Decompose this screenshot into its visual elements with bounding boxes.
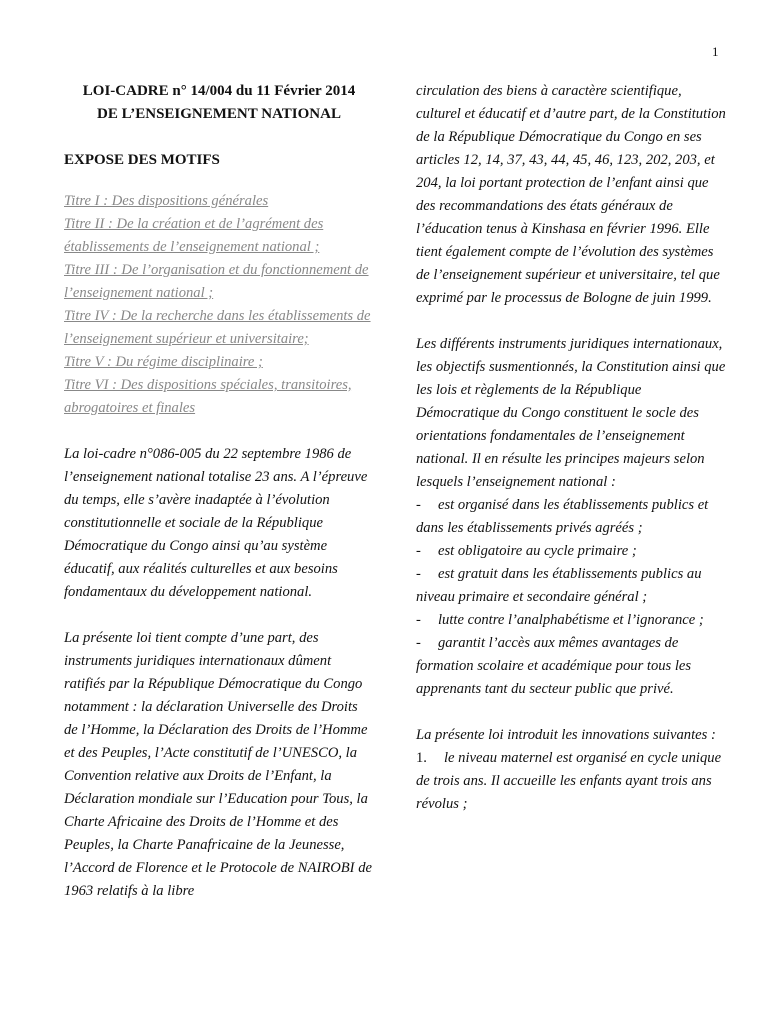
- innovations-list: [416, 747, 726, 816]
- list-item: - est gratuit dans les établissements publics au niveau primaire et secondaire général ;: [416, 566, 702, 605]
- toc-item-titre-1[interactable]: Titre I : Des dispositions générales: [64, 193, 269, 209]
- toc-item-titre-3[interactable]: Titre III : De l’organisation et du fonctionnement de l’enseignement national ;: [64, 262, 369, 301]
- table-of-contents: [64, 190, 374, 420]
- toc-item-titre-5[interactable]: Titre V : Du régime disciplinaire ;: [64, 354, 263, 370]
- list-item: 1. le niveau maternel est organisé en cycle unique de trois ans. Il accueille les enfants ayant trois ans révolus ;: [416, 750, 722, 812]
- toc-item-titre-2[interactable]: Titre II : De la création et de l’agrément des établissements de l’enseignement national ;: [64, 216, 324, 255]
- list-item: - garantit l’accès aux mêmes avantages de formation scolaire et académique pour tous les apprenants tant du secteur public que privé.: [416, 635, 692, 697]
- left-column: [64, 80, 374, 903]
- list-item: - lutte contre l’analphabétisme et l’ignorance ;: [416, 612, 704, 628]
- page-number: 1: [712, 44, 719, 59]
- list-item: - est organisé dans les établissements publics et dans les établissements privés agréés ;: [416, 497, 709, 536]
- right-column: [416, 80, 726, 816]
- paragraph-instruments-juridiques: La présente loi tient compte d’une part, des instruments juridiques internationaux dûment ratifiés par la République Démocratique du Congo notamment : la déclaration Universelle des Droits de l’Homme, la Déclaration des Droits de l’Homme et des Peuples, l’Acte constitutif de l’UNESCO, la Convention relative aux Droits de l’Enfant, la Déclaration mondiale sur l’Education pour Tous, la Charte Africaine des Droits de l’Homme et des Peuples, la Charte Panafricaine de la Jeunesse, l’Accord de Florence et le Protocole de NAIROBI de 1963 relatifs à la libre: [64, 630, 372, 899]
- paragraph-innovations: La présente loi introduit les innovations suivantes :: [416, 727, 716, 743]
- paragraph-principes: Les différents instruments juridiques internationaux, les objectifs susmentionnés, la Constitution ainsi que les lois et règlements de la République Démocratique du Congo constituent le socle des orientations fondamentales de l’enseignement national. Il en résulte les principes majeurs selon lesquels l’enseignement national :: [416, 336, 726, 490]
- principles-list: [416, 494, 726, 701]
- toc-item-titre-6[interactable]: Titre VI : Des dispositions spéciales, transitoires, abrogatoires et finales: [64, 377, 352, 416]
- list-item: - est obligatoire au cycle primaire ;: [416, 543, 637, 559]
- section-heading: EXPOSE DES MOTIFS: [64, 152, 220, 168]
- toc-item-titre-4[interactable]: Titre IV : De la recherche dans les établissements de l’enseignement supérieur et universitaire;: [64, 308, 371, 347]
- law-title-line-2: DE L’ENSEIGNEMENT NATIONAL: [97, 105, 341, 122]
- paragraph-loi-cadre-1986: La loi-cadre n°086-005 du 22 septembre 1986 de l’enseignement national totalise 23 ans. A l’épreuve du temps, elle s’avère inadaptée à l’évolution constitutionnelle et sociale de la République Démocratique du Congo ainsi qu’au système éducatif, aux réalités culturelles et aux besoins fondamentaux du développement national.: [64, 446, 368, 600]
- law-title-line-1: LOI-CADRE n° 14/004 du 11 Février 2014: [82, 83, 356, 99]
- paragraph-constitution: circulation des biens à caractère scientifique, culturel et éducatif et d’autre part, de la Constitution de la République Démocratique du Congo en ses articles 12, 14, 37, 43, 44, 45, 46, 123, 202, 203, et 204, la loi portant protection de l’enfant ainsi que des recommandations des états généraux de l’éducation tenus à Kinshasa en février 1996. Elle tient également compte de l’évolution des systèmes de l’enseignement supérieur et universitaire, tel que exprimé par le processus de Bologne de juin 1999.: [416, 83, 726, 306]
